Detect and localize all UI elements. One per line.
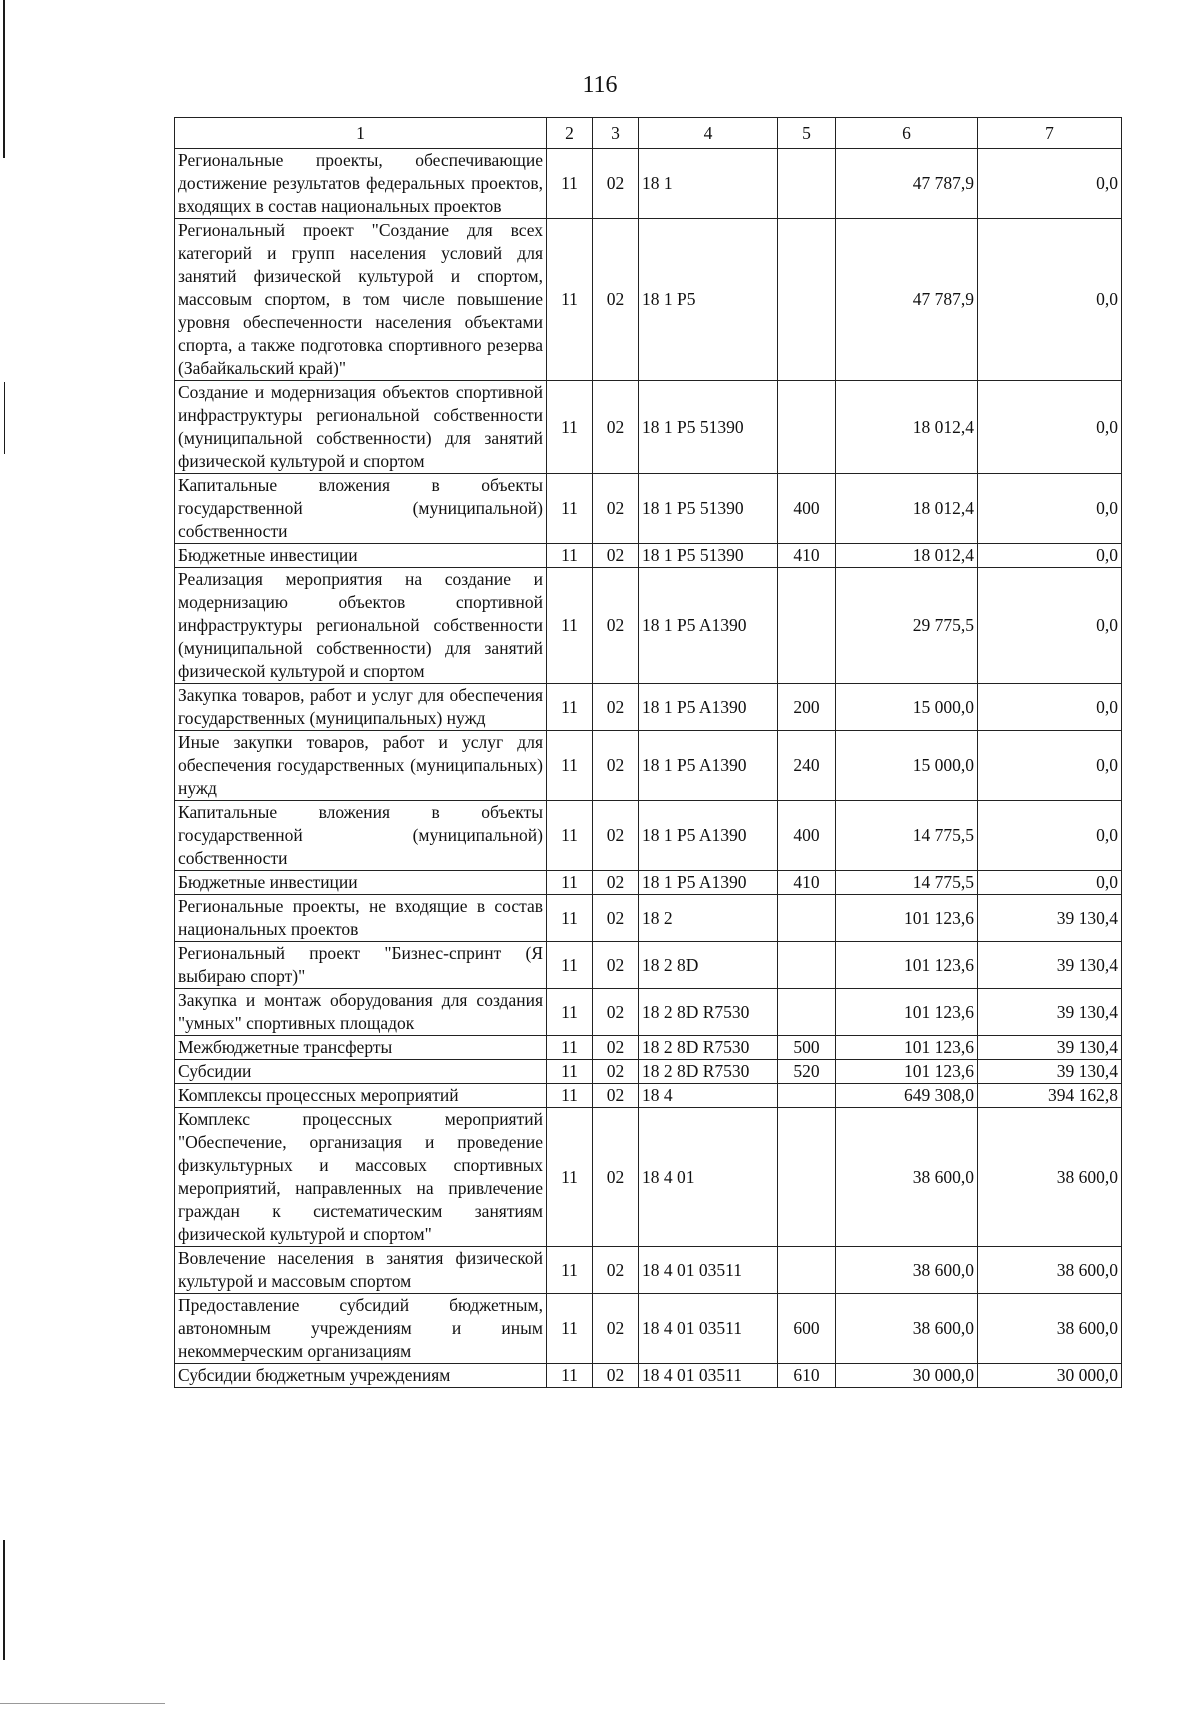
item-name-cell: Предоставление субсидий бюджетным, автономным учреждениям и иным некоммерческим организациям	[175, 1294, 547, 1364]
expense-type-cell	[778, 219, 836, 381]
table-row	[175, 1247, 1122, 1294]
item-name-cell: Капитальные вложения в объекты государственной (муниципальной) собственности	[175, 474, 547, 544]
column-header: 4	[639, 118, 778, 149]
amount-cell: 39 130,4	[978, 989, 1122, 1036]
expense-type-cell: 520	[778, 1060, 836, 1084]
item-name-cell: Комплекс процессных мероприятий "Обеспечение, организация и проведение физкультурных и массовых спортивных мероприятий, направленных на привлечение граждан к систематическим занятиям физической культурой и спортом"	[175, 1108, 547, 1247]
section-cell: 11	[547, 474, 593, 544]
expense-type-cell: 200	[778, 684, 836, 731]
scan-edge-line-mid-left	[4, 382, 5, 454]
section-cell: 11	[547, 149, 593, 219]
amount-cell: 29 775,5	[836, 568, 978, 684]
table-header-row	[175, 118, 1122, 149]
item-name-cell: Межбюджетные трансферты	[175, 1036, 547, 1060]
item-name-cell: Региональный проект "Создание для всех категорий и групп населения условий для занятий физической культурой и спортом, массовым спортом, в том числе повышение уровня обеспеченности населения объектами спорта, а также подготовка спортивного резерва (Забайкальский край)"	[175, 219, 547, 381]
subsection-cell: 02	[593, 871, 639, 895]
section-cell: 11	[547, 219, 593, 381]
target-article-cell: 18 1 P5 51390	[639, 381, 778, 474]
amount-cell: 39 130,4	[978, 942, 1122, 989]
budget-table	[174, 117, 1122, 1388]
amount-cell: 18 012,4	[836, 381, 978, 474]
amount-cell: 39 130,4	[978, 1060, 1122, 1084]
table-row	[175, 1294, 1122, 1364]
amount-cell: 0,0	[978, 219, 1122, 381]
amount-cell: 649 308,0	[836, 1084, 978, 1108]
amount-cell: 0,0	[978, 381, 1122, 474]
expense-type-cell	[778, 1108, 836, 1247]
subsection-cell: 02	[593, 801, 639, 871]
target-article-cell: 18 4 01 03511	[639, 1364, 778, 1388]
amount-cell: 0,0	[978, 568, 1122, 684]
subsection-cell: 02	[593, 149, 639, 219]
expense-type-cell	[778, 895, 836, 942]
amount-cell: 0,0	[978, 871, 1122, 895]
column-header: 6	[836, 118, 978, 149]
section-cell: 11	[547, 871, 593, 895]
amount-cell: 0,0	[978, 149, 1122, 219]
amount-cell: 0,0	[978, 731, 1122, 801]
table-row	[175, 544, 1122, 568]
item-name-cell: Капитальные вложения в объекты государственной (муниципальной) собственности	[175, 801, 547, 871]
target-article-cell: 18 2	[639, 895, 778, 942]
expense-type-cell: 240	[778, 731, 836, 801]
subsection-cell: 02	[593, 731, 639, 801]
target-article-cell: 18 1 P5	[639, 219, 778, 381]
amount-cell: 39 130,4	[978, 895, 1122, 942]
section-cell: 11	[547, 1084, 593, 1108]
table-row	[175, 1036, 1122, 1060]
page-number: 116	[582, 72, 618, 98]
expense-type-cell: 410	[778, 544, 836, 568]
target-article-cell: 18 1 P5 51390	[639, 474, 778, 544]
expense-type-cell: 500	[778, 1036, 836, 1060]
amount-cell: 18 012,4	[836, 544, 978, 568]
section-cell: 11	[547, 1294, 593, 1364]
section-cell: 11	[547, 684, 593, 731]
amount-cell: 38 600,0	[978, 1294, 1122, 1364]
scan-edge-line-bottom-left	[3, 1540, 5, 1660]
amount-cell: 101 123,6	[836, 942, 978, 989]
expense-type-cell: 410	[778, 871, 836, 895]
expense-type-cell	[778, 1247, 836, 1294]
expense-type-cell: 610	[778, 1364, 836, 1388]
amount-cell: 14 775,5	[836, 801, 978, 871]
amount-cell: 101 123,6	[836, 1060, 978, 1084]
target-article-cell: 18 2 8D R7530	[639, 1036, 778, 1060]
amount-cell: 39 130,4	[978, 1036, 1122, 1060]
section-cell: 11	[547, 568, 593, 684]
expense-type-cell	[778, 149, 836, 219]
table-row	[175, 895, 1122, 942]
table-row	[175, 1060, 1122, 1084]
table-row	[175, 684, 1122, 731]
amount-cell: 38 600,0	[836, 1247, 978, 1294]
expense-type-cell: 400	[778, 474, 836, 544]
expense-type-cell	[778, 1084, 836, 1108]
table-row	[175, 1084, 1122, 1108]
item-name-cell: Региональные проекты, не входящие в состав национальных проектов	[175, 895, 547, 942]
table-row	[175, 731, 1122, 801]
amount-cell: 47 787,9	[836, 149, 978, 219]
target-article-cell: 18 1 P5 A1390	[639, 731, 778, 801]
section-cell: 11	[547, 1060, 593, 1084]
subsection-cell: 02	[593, 1084, 639, 1108]
table-row	[175, 149, 1122, 219]
subsection-cell: 02	[593, 1364, 639, 1388]
amount-cell: 38 600,0	[978, 1247, 1122, 1294]
table-row	[175, 381, 1122, 474]
table-row	[175, 219, 1122, 381]
amount-cell: 0,0	[978, 684, 1122, 731]
expense-type-cell	[778, 989, 836, 1036]
amount-cell: 38 600,0	[836, 1108, 978, 1247]
target-article-cell: 18 1 P5 A1390	[639, 568, 778, 684]
amount-cell: 47 787,9	[836, 219, 978, 381]
target-article-cell: 18 2 8D R7530	[639, 989, 778, 1036]
table-row	[175, 942, 1122, 989]
amount-cell: 101 123,6	[836, 895, 978, 942]
section-cell: 11	[547, 381, 593, 474]
target-article-cell: 18 1 P5 51390	[639, 544, 778, 568]
table-row	[175, 568, 1122, 684]
table-body	[175, 149, 1122, 1388]
item-name-cell: Создание и модернизация объектов спортивной инфраструктуры региональной собственности (муниципальной собственности) для занятий физической культурой и спортом	[175, 381, 547, 474]
expense-type-cell	[778, 381, 836, 474]
section-cell: 11	[547, 1247, 593, 1294]
subsection-cell: 02	[593, 474, 639, 544]
amount-cell: 101 123,6	[836, 989, 978, 1036]
amount-cell: 101 123,6	[836, 1036, 978, 1060]
table-row	[175, 474, 1122, 544]
item-name-cell: Региональные проекты, обеспечивающие достижение результатов федеральных проектов, входящих в состав национальных проектов	[175, 149, 547, 219]
target-article-cell: 18 1 P5 A1390	[639, 801, 778, 871]
target-article-cell: 18 1	[639, 149, 778, 219]
column-header: 7	[978, 118, 1122, 149]
target-article-cell: 18 4 01 03511	[639, 1247, 778, 1294]
subsection-cell: 02	[593, 1060, 639, 1084]
section-cell: 11	[547, 895, 593, 942]
item-name-cell: Реализация мероприятия на создание и модернизацию объектов спортивной инфраструктуры региональной собственности (муниципальной собственности) для занятий физической культурой и спортом	[175, 568, 547, 684]
section-cell: 11	[547, 942, 593, 989]
amount-cell: 38 600,0	[836, 1294, 978, 1364]
amount-cell: 14 775,5	[836, 871, 978, 895]
item-name-cell: Субсидии	[175, 1060, 547, 1084]
target-article-cell: 18 4 01 03511	[639, 1294, 778, 1364]
section-cell: 11	[547, 1036, 593, 1060]
item-name-cell: Бюджетные инвестиции	[175, 871, 547, 895]
subsection-cell: 02	[593, 381, 639, 474]
item-name-cell: Комплексы процессных мероприятий	[175, 1084, 547, 1108]
scan-edge-line-bottom	[0, 1703, 165, 1704]
column-header: 3	[593, 118, 639, 149]
item-name-cell: Субсидии бюджетным учреждениям	[175, 1364, 547, 1388]
table-row	[175, 871, 1122, 895]
expense-type-cell: 600	[778, 1294, 836, 1364]
subsection-cell: 02	[593, 219, 639, 381]
amount-cell: 30 000,0	[978, 1364, 1122, 1388]
target-article-cell: 18 2 8D R7530	[639, 1060, 778, 1084]
item-name-cell: Бюджетные инвестиции	[175, 544, 547, 568]
section-cell: 11	[547, 1364, 593, 1388]
table-row	[175, 989, 1122, 1036]
subsection-cell: 02	[593, 1294, 639, 1364]
subsection-cell: 02	[593, 684, 639, 731]
target-article-cell: 18 1 P5 A1390	[639, 871, 778, 895]
item-name-cell: Вовлечение населения в занятия физической культурой и массовым спортом	[175, 1247, 547, 1294]
section-cell: 11	[547, 731, 593, 801]
subsection-cell: 02	[593, 1036, 639, 1060]
amount-cell: 30 000,0	[836, 1364, 978, 1388]
expense-type-cell	[778, 942, 836, 989]
amount-cell: 0,0	[978, 801, 1122, 871]
amount-cell: 394 162,8	[978, 1084, 1122, 1108]
section-cell: 11	[547, 989, 593, 1036]
amount-cell: 38 600,0	[978, 1108, 1122, 1247]
subsection-cell: 02	[593, 1108, 639, 1247]
item-name-cell: Закупка товаров, работ и услуг для обеспечения государственных (муниципальных) нужд	[175, 684, 547, 731]
amount-cell: 0,0	[978, 474, 1122, 544]
column-header: 2	[547, 118, 593, 149]
expense-type-cell	[778, 568, 836, 684]
column-header: 5	[778, 118, 836, 149]
column-header: 1	[175, 118, 547, 149]
item-name-cell: Региональный проект "Бизнес-спринт (Я выбираю спорт)"	[175, 942, 547, 989]
amount-cell: 15 000,0	[836, 684, 978, 731]
table-row	[175, 801, 1122, 871]
target-article-cell: 18 2 8D	[639, 942, 778, 989]
section-cell: 11	[547, 544, 593, 568]
subsection-cell: 02	[593, 895, 639, 942]
amount-cell: 0,0	[978, 544, 1122, 568]
subsection-cell: 02	[593, 544, 639, 568]
item-name-cell: Закупка и монтаж оборудования для создания "умных" спортивных площадок	[175, 989, 547, 1036]
section-cell: 11	[547, 801, 593, 871]
item-name-cell: Иные закупки товаров, работ и услуг для обеспечения государственных (муниципальных) нужд	[175, 731, 547, 801]
target-article-cell: 18 4 01	[639, 1108, 778, 1247]
expense-type-cell: 400	[778, 801, 836, 871]
subsection-cell: 02	[593, 1247, 639, 1294]
subsection-cell: 02	[593, 568, 639, 684]
table-row	[175, 1364, 1122, 1388]
section-cell: 11	[547, 1108, 593, 1247]
subsection-cell: 02	[593, 989, 639, 1036]
table-row	[175, 1108, 1122, 1247]
amount-cell: 18 012,4	[836, 474, 978, 544]
subsection-cell: 02	[593, 942, 639, 989]
amount-cell: 15 000,0	[836, 731, 978, 801]
target-article-cell: 18 1 P5 A1390	[639, 684, 778, 731]
target-article-cell: 18 4	[639, 1084, 778, 1108]
